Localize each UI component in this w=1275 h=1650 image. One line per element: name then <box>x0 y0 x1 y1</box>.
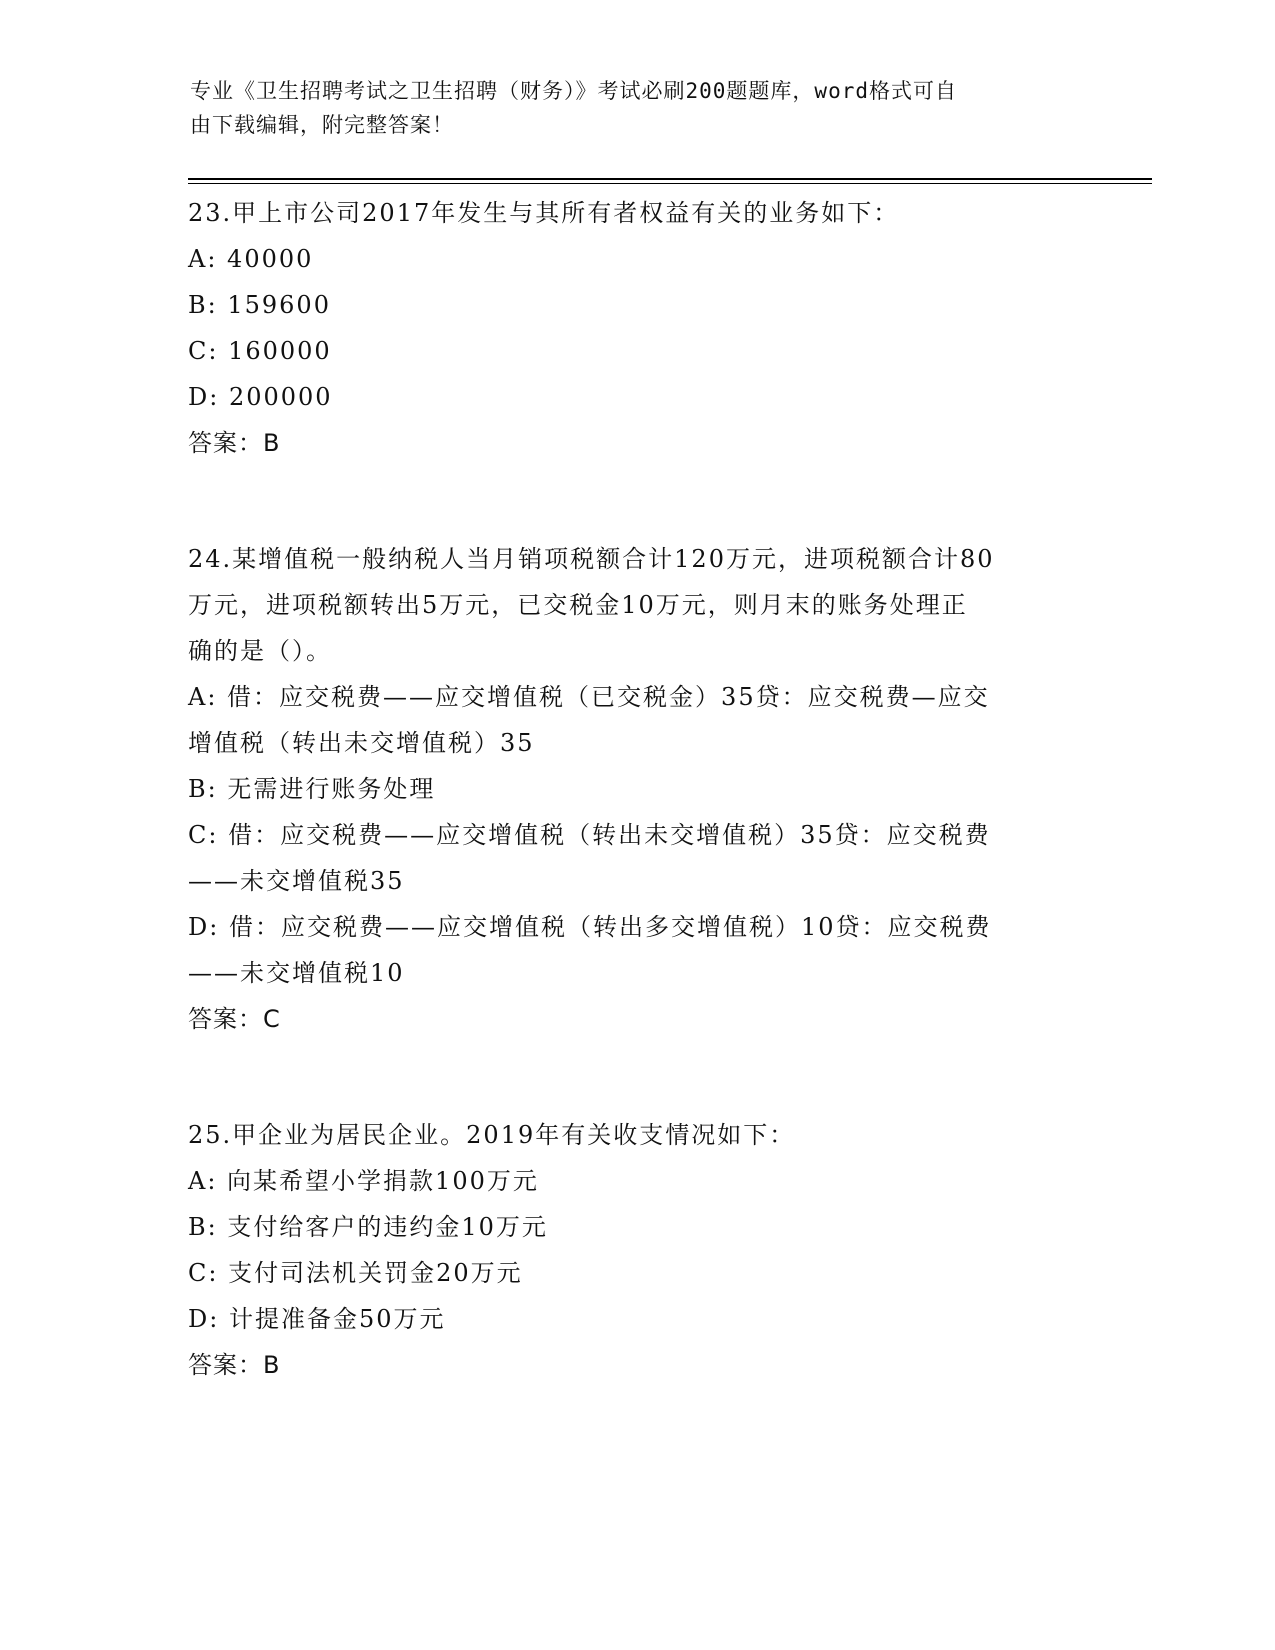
header-divider-thin <box>188 183 1152 184</box>
option-d: D: 计提准备金50万元 <box>188 1305 446 1333</box>
option-a-line-2: 增值税（转出未交增值税）35 <box>188 729 535 757</box>
option-c-line-2: ——未交增值税35 <box>188 867 405 895</box>
option-d-line-1: D: 借：应交税费——应交增值税（转出多交增值税）10贷：应交税费 <box>188 913 992 941</box>
answer-label: 答案：B <box>188 1351 281 1379</box>
question-stem-line-2: 万元，进项税额转出5万元，已交税金10万元，则月末的账务处理正 <box>188 591 968 619</box>
document-header <box>190 74 1090 142</box>
question-23 <box>188 190 1088 466</box>
question-24 <box>188 536 1088 1042</box>
option-c: C: 160000 <box>188 337 332 365</box>
question-25 <box>188 1112 1088 1388</box>
option-a: A: 向某希望小学捐款100万元 <box>188 1167 539 1195</box>
option-a-line-1: A: 借：应交税费——应交增值税（已交税金）35贷：应交税费—应交 <box>188 683 990 711</box>
option-b: B: 无需进行账务处理 <box>188 775 436 803</box>
option-b: B: 159600 <box>188 291 331 319</box>
question-stem-line-3: 确的是（）。 <box>188 637 332 665</box>
question-stem: 23.甲上市公司2017年发生与其所有者权益有关的业务如下： <box>188 199 900 227</box>
question-stem-line-1: 24.某增值税一般纳税人当月销项税额合计120万元，进项税额合计80 <box>188 545 995 573</box>
option-b: B: 支付给客户的违约金10万元 <box>188 1213 548 1241</box>
question-spacer <box>188 1042 1088 1112</box>
option-c-line-1: C: 借：应交税费——应交增值税（转出未交增值税）35贷：应交税费 <box>188 821 991 849</box>
header-line-2: 由下载编辑，附完整答案！ <box>190 113 454 137</box>
option-d: D: 200000 <box>188 383 333 411</box>
header-divider-thick <box>188 178 1152 180</box>
answer-label: 答案：B <box>188 429 281 457</box>
question-list <box>188 190 1088 1388</box>
question-spacer <box>188 466 1088 536</box>
option-d-line-2: ——未交增值税10 <box>188 959 405 987</box>
question-stem: 25.甲企业为居民企业。2019年有关收支情况如下： <box>188 1121 796 1149</box>
option-a: A: 40000 <box>188 245 314 273</box>
answer-label: 答案：C <box>188 1005 281 1033</box>
header-line-1: 专业《卫生招聘考试之卫生招聘（财务）》考试必刷200题题库，word格式可自 <box>190 79 957 103</box>
option-c: C: 支付司法机关罚金20万元 <box>188 1259 523 1287</box>
